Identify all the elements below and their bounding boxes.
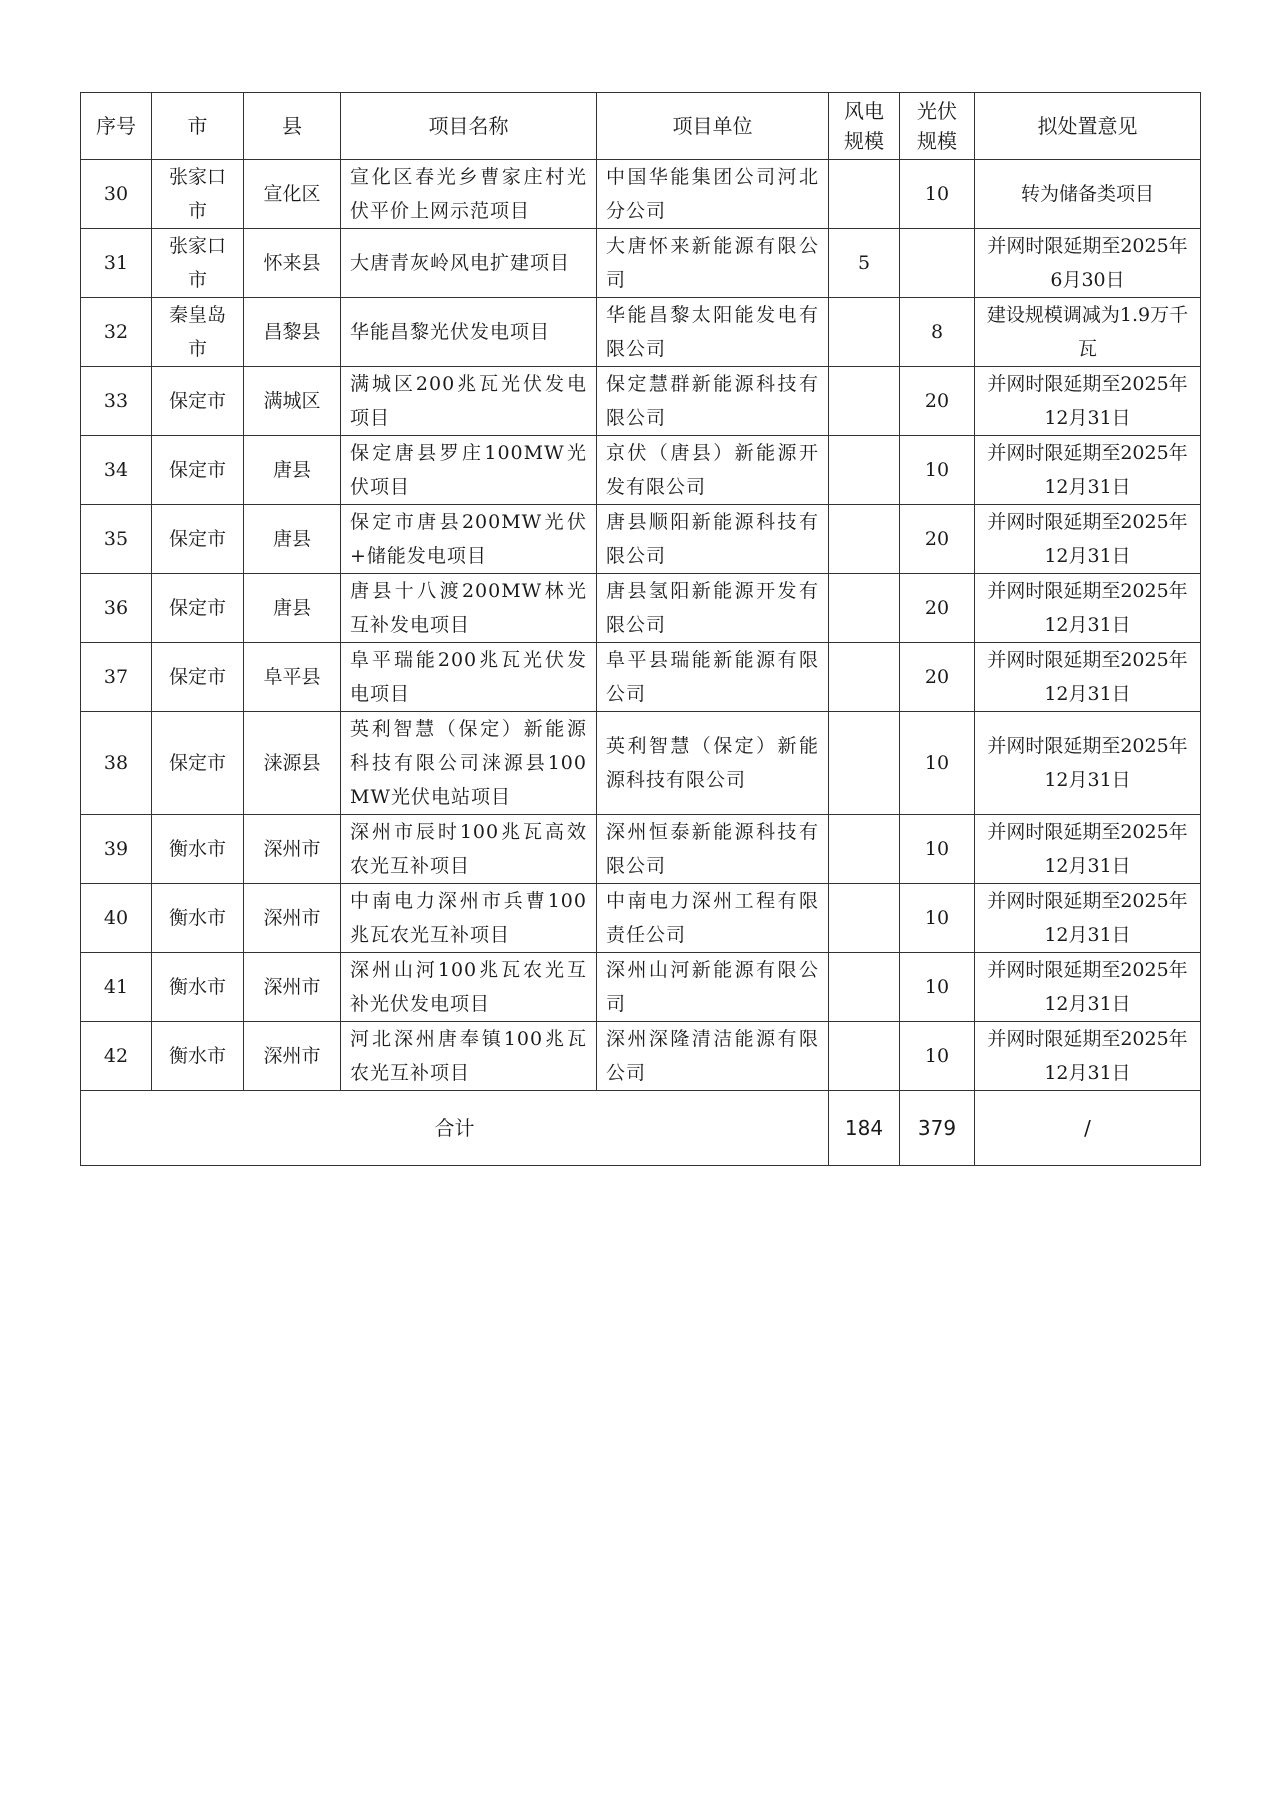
cell-project-name: 深州市辰时100兆瓦高效农光互补项目 <box>341 815 597 884</box>
table-row <box>81 574 1201 643</box>
cell-project-unit: 深州恒泰新能源科技有限公司 <box>597 815 829 884</box>
cell-project-name: 阜平瑞能200兆瓦光伏发电项目 <box>341 643 597 712</box>
cell-solar-scale: 8 <box>900 298 975 367</box>
cell-wind-scale <box>829 367 900 436</box>
cell-project-unit: 华能昌黎太阳能发电有限公司 <box>597 298 829 367</box>
cell-wind-scale <box>829 712 900 815</box>
cell-county: 深州市 <box>244 1022 341 1091</box>
cell-wind-scale <box>829 953 900 1022</box>
cell-opinion: 并网时限延期至2025年12月31日 <box>975 884 1201 953</box>
cell-seq: 41 <box>81 953 152 1022</box>
cell-wind-scale <box>829 1022 900 1091</box>
cell-solar-scale: 10 <box>900 160 975 229</box>
cell-solar-scale: 10 <box>900 436 975 505</box>
cell-seq: 39 <box>81 815 152 884</box>
table-row <box>81 1022 1201 1091</box>
cell-opinion: 并网时限延期至2025年12月31日 <box>975 1022 1201 1091</box>
cell-opinion: 并网时限延期至2025年12月31日 <box>975 643 1201 712</box>
cell-opinion: 并网时限延期至2025年12月31日 <box>975 815 1201 884</box>
cell-city: 保定市 <box>152 505 244 574</box>
header-city: 市 <box>152 93 244 160</box>
total-wind: 184 <box>829 1091 900 1166</box>
table-row <box>81 160 1201 229</box>
cell-county: 满城区 <box>244 367 341 436</box>
cell-opinion: 并网时限延期至2025年12月31日 <box>975 953 1201 1022</box>
cell-solar-scale: 10 <box>900 1022 975 1091</box>
cell-seq: 37 <box>81 643 152 712</box>
cell-solar-scale: 10 <box>900 815 975 884</box>
cell-project-unit: 中南电力深州工程有限责任公司 <box>597 884 829 953</box>
cell-county: 深州市 <box>244 815 341 884</box>
table-row <box>81 643 1201 712</box>
cell-city: 保定市 <box>152 712 244 815</box>
cell-project-name: 河北深州唐奉镇100兆瓦农光互补项目 <box>341 1022 597 1091</box>
cell-project-name: 满城区200兆瓦光伏发电项目 <box>341 367 597 436</box>
table-row <box>81 298 1201 367</box>
cell-project-name: 保定市唐县200MW光伏+储能发电项目 <box>341 505 597 574</box>
cell-opinion: 并网时限延期至2025年6月30日 <box>975 229 1201 298</box>
cell-project-unit: 英利智慧（保定）新能源科技有限公司 <box>597 712 829 815</box>
cell-county: 涞源县 <box>244 712 341 815</box>
table-row <box>81 436 1201 505</box>
table-row <box>81 229 1201 298</box>
cell-city: 保定市 <box>152 574 244 643</box>
table-row <box>81 884 1201 953</box>
table-row <box>81 712 1201 815</box>
total-row <box>81 1091 1201 1166</box>
cell-seq: 36 <box>81 574 152 643</box>
cell-wind-scale <box>829 815 900 884</box>
total-solar: 379 <box>900 1091 975 1166</box>
cell-project-name: 英利智慧（保定）新能源科技有限公司涞源县100MW光伏电站项目 <box>341 712 597 815</box>
cell-seq: 30 <box>81 160 152 229</box>
cell-project-name: 唐县十八渡200MW林光互补发电项目 <box>341 574 597 643</box>
table-row <box>81 505 1201 574</box>
cell-project-name: 华能昌黎光伏发电项目 <box>341 298 597 367</box>
cell-seq: 38 <box>81 712 152 815</box>
cell-project-unit: 大唐怀来新能源有限公司 <box>597 229 829 298</box>
cell-project-name: 大唐青灰岭风电扩建项目 <box>341 229 597 298</box>
cell-solar-scale: 10 <box>900 884 975 953</box>
header-row <box>81 93 1201 160</box>
cell-seq: 33 <box>81 367 152 436</box>
cell-project-unit: 深州山河新能源有限公司 <box>597 953 829 1022</box>
cell-wind-scale <box>829 643 900 712</box>
cell-seq: 35 <box>81 505 152 574</box>
cell-opinion: 建设规模调减为1.9万千瓦 <box>975 298 1201 367</box>
table-row <box>81 953 1201 1022</box>
total-label: 合计 <box>81 1091 829 1166</box>
cell-wind-scale <box>829 884 900 953</box>
cell-seq: 40 <box>81 884 152 953</box>
cell-solar-scale: 10 <box>900 712 975 815</box>
cell-solar-scale: 10 <box>900 953 975 1022</box>
cell-county: 深州市 <box>244 953 341 1022</box>
header-project-unit: 项目单位 <box>597 93 829 160</box>
cell-city: 衡水市 <box>152 884 244 953</box>
cell-wind-scale <box>829 505 900 574</box>
header-solar-scale: 光伏规模 <box>900 93 975 160</box>
cell-opinion: 并网时限延期至2025年12月31日 <box>975 505 1201 574</box>
cell-project-unit: 唐县氢阳新能源开发有限公司 <box>597 574 829 643</box>
cell-city: 保定市 <box>152 436 244 505</box>
header-county: 县 <box>244 93 341 160</box>
project-table <box>80 92 1201 1166</box>
cell-opinion: 并网时限延期至2025年12月31日 <box>975 712 1201 815</box>
cell-opinion: 并网时限延期至2025年12月31日 <box>975 367 1201 436</box>
cell-seq: 42 <box>81 1022 152 1091</box>
table-row <box>81 815 1201 884</box>
cell-project-unit: 京伏（唐县）新能源开发有限公司 <box>597 436 829 505</box>
cell-city: 张家口市 <box>152 229 244 298</box>
cell-county: 唐县 <box>244 505 341 574</box>
cell-city: 秦皇岛市 <box>152 298 244 367</box>
cell-county: 昌黎县 <box>244 298 341 367</box>
cell-solar-scale: 20 <box>900 505 975 574</box>
header-opinion: 拟处置意见 <box>975 93 1201 160</box>
cell-project-unit: 中国华能集团公司河北分公司 <box>597 160 829 229</box>
cell-project-unit: 阜平县瑞能新能源有限公司 <box>597 643 829 712</box>
cell-county: 唐县 <box>244 436 341 505</box>
cell-city: 衡水市 <box>152 953 244 1022</box>
cell-county: 深州市 <box>244 884 341 953</box>
cell-project-name: 保定唐县罗庄100MW光伏项目 <box>341 436 597 505</box>
cell-project-name: 深州山河100兆瓦农光互补光伏发电项目 <box>341 953 597 1022</box>
cell-opinion: 并网时限延期至2025年12月31日 <box>975 574 1201 643</box>
cell-project-unit: 唐县顺阳新能源科技有限公司 <box>597 505 829 574</box>
cell-city: 衡水市 <box>152 1022 244 1091</box>
cell-opinion: 并网时限延期至2025年12月31日 <box>975 436 1201 505</box>
cell-seq: 31 <box>81 229 152 298</box>
cell-seq: 32 <box>81 298 152 367</box>
header-project-name: 项目名称 <box>341 93 597 160</box>
table-row <box>81 367 1201 436</box>
cell-wind-scale <box>829 160 900 229</box>
cell-wind-scale <box>829 298 900 367</box>
cell-city: 衡水市 <box>152 815 244 884</box>
cell-project-name: 宣化区春光乡曹家庄村光伏平价上网示范项目 <box>341 160 597 229</box>
cell-solar-scale: 20 <box>900 367 975 436</box>
cell-city: 保定市 <box>152 643 244 712</box>
total-opinion: / <box>975 1091 1201 1166</box>
cell-city: 张家口市 <box>152 160 244 229</box>
cell-wind-scale <box>829 574 900 643</box>
cell-opinion: 转为储备类项目 <box>975 160 1201 229</box>
cell-county: 唐县 <box>244 574 341 643</box>
cell-wind-scale <box>829 436 900 505</box>
cell-county: 宣化区 <box>244 160 341 229</box>
cell-county: 阜平县 <box>244 643 341 712</box>
header-wind-scale: 风电规模 <box>829 93 900 160</box>
header-seq: 序号 <box>81 93 152 160</box>
cell-project-unit: 保定慧群新能源科技有限公司 <box>597 367 829 436</box>
cell-seq: 34 <box>81 436 152 505</box>
cell-solar-scale <box>900 229 975 298</box>
cell-county: 怀来县 <box>244 229 341 298</box>
cell-wind-scale: 5 <box>829 229 900 298</box>
cell-project-unit: 深州深隆清洁能源有限公司 <box>597 1022 829 1091</box>
cell-solar-scale: 20 <box>900 643 975 712</box>
cell-project-name: 中南电力深州市兵曹100兆瓦农光互补项目 <box>341 884 597 953</box>
cell-solar-scale: 20 <box>900 574 975 643</box>
cell-city: 保定市 <box>152 367 244 436</box>
